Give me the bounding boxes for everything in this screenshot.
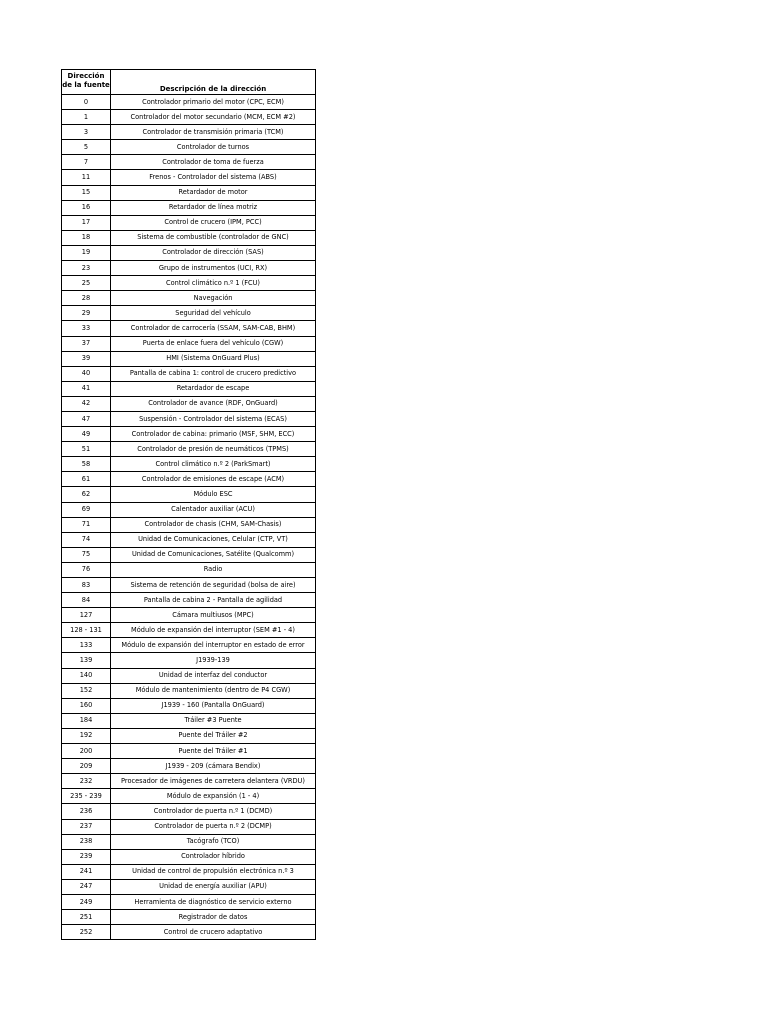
address-description-cell: Registrador de datos	[111, 910, 316, 925]
source-address-cell: 133	[62, 638, 111, 653]
table-row	[62, 110, 316, 125]
address-description-cell: Controlador híbrido	[111, 849, 316, 864]
source-address-cell: 84	[62, 593, 111, 608]
address-description-cell: Control de crucero adaptativo	[111, 925, 316, 940]
source-address-cell: 39	[62, 351, 111, 366]
source-address-cell: 29	[62, 306, 111, 321]
table-row	[62, 502, 316, 517]
table-row	[62, 638, 316, 653]
table-row	[62, 366, 316, 381]
source-address-cell: 19	[62, 245, 111, 260]
address-description-cell: Módulo ESC	[111, 487, 316, 502]
source-address-cell: 249	[62, 894, 111, 909]
source-address-cell: 236	[62, 804, 111, 819]
table-row	[62, 623, 316, 638]
table-row	[62, 894, 316, 909]
table-row	[62, 925, 316, 940]
source-address-cell: 235 - 239	[62, 789, 111, 804]
table-row	[62, 457, 316, 472]
address-description-cell: J1939 - 160 (Pantalla OnGuard)	[111, 698, 316, 713]
table-row	[62, 608, 316, 623]
table-row	[62, 668, 316, 683]
table-row	[62, 261, 316, 276]
source-address-cell: 75	[62, 547, 111, 562]
table-row	[62, 547, 316, 562]
address-description-cell: Controlador de emisiones de escape (ACM)	[111, 472, 316, 487]
source-address-cell: 33	[62, 321, 111, 336]
source-address-cell: 71	[62, 517, 111, 532]
source-address-cell: 16	[62, 200, 111, 215]
address-description-cell: Unidad de control de propulsión electrónica n.º 3	[111, 864, 316, 879]
source-address-cell: 127	[62, 608, 111, 623]
address-description-cell: Control climático n.º 2 (ParkSmart)	[111, 457, 316, 472]
table-row	[62, 427, 316, 442]
source-address-cell: 83	[62, 578, 111, 593]
table-row	[62, 910, 316, 925]
source-address-cell: 209	[62, 759, 111, 774]
source-address-cell: 62	[62, 487, 111, 502]
column-header-source-address: Dirección de la fuente	[62, 70, 111, 95]
address-description-cell: Controlador de carrocería (SSAM, SAM-CAB, BHM)	[111, 321, 316, 336]
column-header-description: Descripción de la dirección	[111, 70, 316, 95]
address-description-cell: Frenos - Controlador del sistema (ABS)	[111, 170, 316, 185]
source-address-cell: 184	[62, 713, 111, 728]
address-description-cell: Puente del Tráiler #1	[111, 744, 316, 759]
table-row	[62, 864, 316, 879]
table-row	[62, 849, 316, 864]
source-address-cell: 42	[62, 396, 111, 411]
source-address-cell: 238	[62, 834, 111, 849]
table-body	[62, 95, 316, 940]
source-address-cell: 17	[62, 215, 111, 230]
table-row	[62, 381, 316, 396]
address-description-cell: Retardador de línea motriz	[111, 200, 316, 215]
table-row	[62, 713, 316, 728]
source-address-cell: 69	[62, 502, 111, 517]
address-description-cell: Pantalla de cabina 2 - Pantalla de agilidad	[111, 593, 316, 608]
table-row	[62, 442, 316, 457]
source-address-cell: 11	[62, 170, 111, 185]
address-description-cell: Controlador de chasis (CHM, SAM-Chasis)	[111, 517, 316, 532]
source-address-cell: 76	[62, 562, 111, 577]
table-row	[62, 759, 316, 774]
table-row	[62, 472, 316, 487]
address-description-cell: Controlador de cabina: primario (MSF, SHM, ECC)	[111, 427, 316, 442]
source-address-cell: 252	[62, 925, 111, 940]
table-row	[62, 593, 316, 608]
source-address-cell: 40	[62, 366, 111, 381]
source-address-cell: 28	[62, 291, 111, 306]
address-description-cell: Controlador de turnos	[111, 140, 316, 155]
source-address-cell: 47	[62, 411, 111, 426]
address-description-cell: Módulo de expansión del interruptor (SEM #1 - 4)	[111, 623, 316, 638]
source-address-cell: 49	[62, 427, 111, 442]
table-row	[62, 819, 316, 834]
source-address-cell: 7	[62, 155, 111, 170]
source-address-cell: 5	[62, 140, 111, 155]
address-description-cell: Herramienta de diagnóstico de servicio externo	[111, 894, 316, 909]
address-description-cell: Seguridad del vehículo	[111, 306, 316, 321]
address-description-cell: Controlador de transmisión primaria (TCM)	[111, 125, 316, 140]
table-row	[62, 562, 316, 577]
table-row	[62, 789, 316, 804]
address-description-cell: Unidad de Comunicaciones, Satélite (Qualcomm)	[111, 547, 316, 562]
table-row	[62, 230, 316, 245]
table-row	[62, 698, 316, 713]
address-description-cell: Controlador de dirección (SAS)	[111, 245, 316, 260]
address-description-cell: Tacógrafo (TCO)	[111, 834, 316, 849]
address-description-cell: Control de crucero (IPM, PCC)	[111, 215, 316, 230]
address-description-cell: Suspensión - Controlador del sistema (ECAS)	[111, 411, 316, 426]
table-row	[62, 215, 316, 230]
address-description-cell: Sistema de retención de seguridad (bolsa de aire)	[111, 578, 316, 593]
source-address-cell: 241	[62, 864, 111, 879]
source-address-cell: 152	[62, 683, 111, 698]
table-row	[62, 336, 316, 351]
table-row	[62, 653, 316, 668]
source-address-cell: 160	[62, 698, 111, 713]
source-address-cell: 25	[62, 276, 111, 291]
table-row	[62, 95, 316, 110]
address-description-cell: Cámara multiusos (MPC)	[111, 608, 316, 623]
source-address-table	[61, 69, 316, 940]
table-row	[62, 200, 316, 215]
address-description-cell: Controlador de puerta n.º 1 (DCMD)	[111, 804, 316, 819]
source-address-cell: 139	[62, 653, 111, 668]
address-description-cell: Radio	[111, 562, 316, 577]
table-row	[62, 321, 316, 336]
table-row	[62, 879, 316, 894]
source-address-cell: 3	[62, 125, 111, 140]
address-description-cell: Controlador de avance (RDF, OnGuard)	[111, 396, 316, 411]
table-row	[62, 487, 316, 502]
table-row	[62, 774, 316, 789]
address-description-cell: HMI (Sistema OnGuard Plus)	[111, 351, 316, 366]
address-description-cell: Unidad de interfaz del conductor	[111, 668, 316, 683]
address-description-cell: Tráiler #3 Puente	[111, 713, 316, 728]
source-address-cell: 200	[62, 744, 111, 759]
address-description-cell: Controlador de presión de neumáticos (TPMS)	[111, 442, 316, 457]
source-address-cell: 58	[62, 457, 111, 472]
source-address-cell: 74	[62, 532, 111, 547]
address-description-cell: Unidad de energía auxiliar (APU)	[111, 879, 316, 894]
address-description-cell: Puente del Tráiler #2	[111, 728, 316, 743]
source-address-cell: 61	[62, 472, 111, 487]
table-row	[62, 744, 316, 759]
source-address-cell: 251	[62, 910, 111, 925]
source-address-cell: 192	[62, 728, 111, 743]
table-row	[62, 170, 316, 185]
table-row	[62, 276, 316, 291]
address-description-cell: Módulo de mantenimiento (dentro de P4 CGW)	[111, 683, 316, 698]
source-address-cell: 247	[62, 879, 111, 894]
source-address-cell: 23	[62, 261, 111, 276]
source-address-cell: 232	[62, 774, 111, 789]
source-address-cell: 18	[62, 230, 111, 245]
table-row	[62, 140, 316, 155]
address-description-cell: Retardador de escape	[111, 381, 316, 396]
table-row	[62, 517, 316, 532]
source-address-cell: 140	[62, 668, 111, 683]
table-row	[62, 306, 316, 321]
address-description-cell: Unidad de Comunicaciones, Celular (CTP, VT)	[111, 532, 316, 547]
address-description-cell: Módulo de expansión del interruptor en estado de error	[111, 638, 316, 653]
source-address-cell: 15	[62, 185, 111, 200]
address-description-cell: Pantalla de cabina 1: control de crucero predictivo	[111, 366, 316, 381]
address-description-cell: Control climático n.º 1 (FCU)	[111, 276, 316, 291]
source-address-cell: 0	[62, 95, 111, 110]
table-row	[62, 125, 316, 140]
address-description-cell: Módulo de expansión (1 - 4)	[111, 789, 316, 804]
source-address-cell: 239	[62, 849, 111, 864]
table-row	[62, 578, 316, 593]
source-address-cell: 128 - 131	[62, 623, 111, 638]
table-row	[62, 185, 316, 200]
address-description-cell: Controlador de toma de fuerza	[111, 155, 316, 170]
source-address-cell: 41	[62, 381, 111, 396]
source-address-cell: 37	[62, 336, 111, 351]
table-row	[62, 532, 316, 547]
table-row	[62, 834, 316, 849]
table-row	[62, 804, 316, 819]
address-description-cell: J1939 - 209 (cámara Bendix)	[111, 759, 316, 774]
address-description-cell: Procesador de imágenes de carretera delantera (VRDU)	[111, 774, 316, 789]
address-description-cell: J1939-139	[111, 653, 316, 668]
table-row	[62, 155, 316, 170]
table-row	[62, 291, 316, 306]
table-row	[62, 728, 316, 743]
table-row	[62, 351, 316, 366]
address-description-cell: Puerta de enlace fuera del vehículo (CGW)	[111, 336, 316, 351]
address-description-cell: Navegación	[111, 291, 316, 306]
address-description-cell: Sistema de combustible (controlador de GNC)	[111, 230, 316, 245]
table-row	[62, 683, 316, 698]
address-description-cell: Controlador del motor secundario (MCM, ECM #2)	[111, 110, 316, 125]
address-description-cell: Controlador primario del motor (CPC, ECM)	[111, 95, 316, 110]
header-row	[62, 70, 316, 95]
source-address-cell: 1	[62, 110, 111, 125]
table-row	[62, 396, 316, 411]
address-description-cell: Grupo de instrumentos (UCI, RX)	[111, 261, 316, 276]
address-description-cell: Calentador auxiliar (ACU)	[111, 502, 316, 517]
address-description-cell: Controlador de puerta n.º 2 (DCMP)	[111, 819, 316, 834]
address-description-cell: Retardador de motor	[111, 185, 316, 200]
source-address-cell: 237	[62, 819, 111, 834]
table-row	[62, 245, 316, 260]
table-row	[62, 411, 316, 426]
source-address-cell: 51	[62, 442, 111, 457]
